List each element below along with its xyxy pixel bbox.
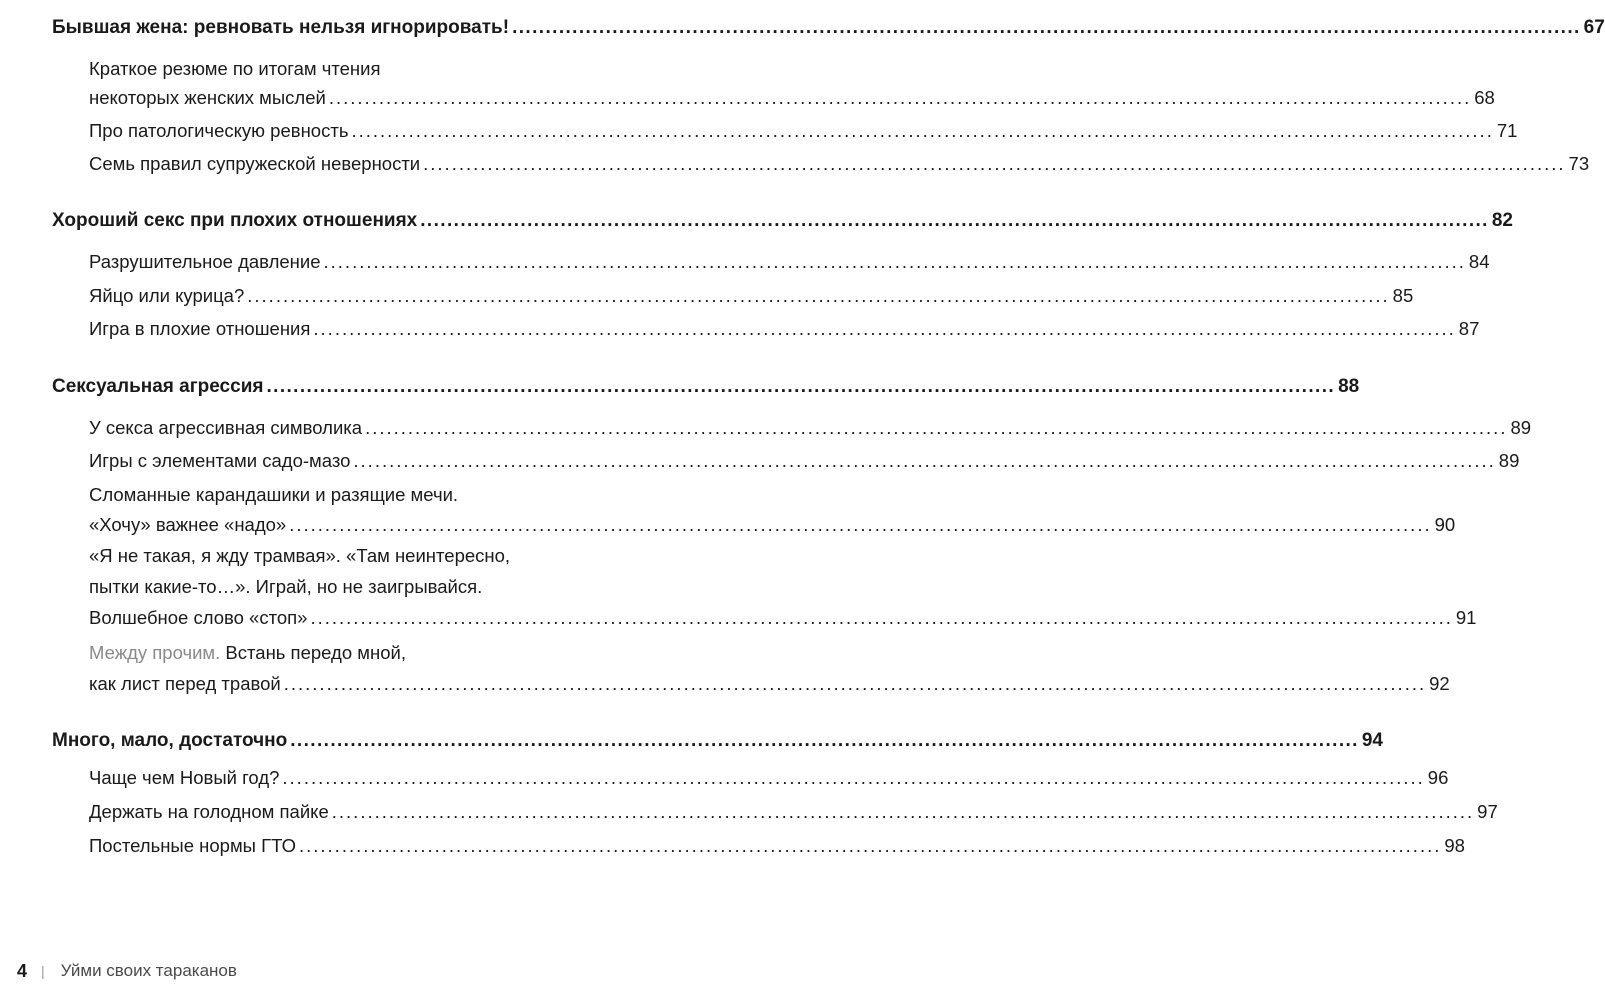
section-title-line: как лист перед травой (89, 673, 281, 694)
toc-chapter (52, 208, 1513, 234)
dot-leader: ................................................................................................................................................................ (266, 376, 1336, 397)
dot-leader: ................................................................................................................................................................ (289, 514, 1432, 535)
section-title: Держать на голодном пайке (89, 801, 329, 822)
section-title: Постельные нормы ГТО (89, 835, 296, 856)
toc-section (89, 249, 1490, 275)
dot-leader: ................................................................................................................................................................ (283, 673, 1427, 694)
dot-leader: ................................................................................................................................................................ (298, 835, 1442, 856)
chapter-title: Бывшая жена: ревновать нельзя игнорировать! (52, 17, 510, 38)
dot-leader: ................................................................................................................................................................ (353, 450, 1496, 471)
chapter-title: Хороший секс при плохих отношениях (52, 210, 418, 231)
section-title-line: пытки какие-то…». Играй, но не заигрывайся. (89, 576, 483, 597)
toc-section (89, 799, 1498, 825)
dot-leader: ................................................................................................................................................................ (351, 120, 1494, 141)
page-number: 68 (1474, 87, 1495, 108)
page-number: 88 (1338, 376, 1360, 397)
page-number: 84 (1468, 251, 1490, 272)
section-title: Чаще чем Новый год? (89, 767, 280, 788)
section-title: Разрушительное давление (89, 251, 321, 272)
section-title-line: Сломанные карандашики и разящие мечи. (89, 484, 459, 505)
footer-separator: | (41, 963, 45, 979)
page-number: 97 (1477, 801, 1498, 822)
dot-leader: ................................................................................................................................................................ (247, 285, 1390, 306)
page-footer (17, 956, 237, 986)
page-number: 92 (1429, 673, 1450, 694)
section-title-text: Встань передо мной, (220, 642, 406, 663)
toc-section (89, 448, 1520, 474)
dot-leader: ................................................................................................................................................................ (331, 801, 1475, 822)
toc-chapter (52, 374, 1360, 400)
section-title: Про патологическую ревность (89, 120, 349, 141)
dot-leader: ................................................................................................................................................................ (512, 17, 1581, 38)
page-number: 82 (1491, 210, 1513, 231)
toc-section (89, 56, 1495, 111)
page-number: 73 (1568, 153, 1590, 174)
page-number: 85 (1392, 285, 1414, 306)
toc-section (89, 833, 1465, 859)
dot-leader: ................................................................................................................................................................ (310, 607, 1453, 628)
page-number: 96 (1427, 767, 1449, 788)
page-number: 91 (1455, 607, 1477, 628)
toc-section (89, 765, 1449, 791)
toc-section (89, 415, 1532, 441)
toc-section (89, 482, 1456, 538)
dot-leader: ................................................................................................................................................................ (423, 153, 1566, 174)
dot-leader: ................................................................................................................................................................ (290, 730, 1359, 751)
dot-leader: ................................................................................................................................................................ (282, 767, 1425, 788)
section-title-line: «Я не такая, я жду трамвая». «Там неинтересно, (89, 545, 511, 566)
toc-chapter (52, 728, 1383, 754)
section-title: Яйцо или курица? (89, 285, 245, 306)
page-number: 98 (1444, 835, 1465, 856)
section-prefix: Между прочим. (89, 642, 221, 663)
dot-leader: ................................................................................................................................................................ (365, 417, 1508, 438)
section-title: У секса агрессивная символика (89, 417, 363, 438)
page-number: 71 (1496, 120, 1518, 141)
toc-section (89, 151, 1590, 177)
dot-leader: ................................................................................................................................................................ (328, 87, 1472, 108)
page-number: 89 (1510, 417, 1532, 438)
chapter-title: Много, мало, достаточно (52, 730, 288, 751)
section-title-line: Краткое резюме по итогам чтения (89, 58, 381, 79)
section-title-line (89, 640, 666, 666)
toc-section (89, 118, 1518, 144)
page-number: 89 (1498, 450, 1520, 471)
toc-section (89, 316, 1480, 342)
toc-section (89, 543, 1477, 631)
section-title-line: Волшебное слово «стоп» (89, 607, 308, 628)
page-number: 90 (1434, 514, 1456, 535)
footer-page-number: 4 (17, 960, 28, 981)
dot-leader: ................................................................................................................................................................ (420, 210, 1489, 231)
page-number: 87 (1458, 318, 1480, 339)
dot-leader: ................................................................................................................................................................ (323, 251, 1466, 272)
toc-section (89, 640, 1450, 697)
toc-section (89, 283, 1414, 309)
page-number: 94 (1361, 730, 1383, 751)
section-title: Семь правил супружеской неверности (89, 153, 421, 174)
dot-leader: ................................................................................................................................................................ (313, 318, 1456, 339)
footer-book-title: Уйми своих тараканов (60, 961, 237, 980)
section-title-line: некоторых женских мыслей (89, 87, 326, 108)
toc-chapter (52, 15, 1605, 41)
section-title-line: «Хочу» важнее «надо» (89, 514, 287, 535)
section-title: Игры с элементами садо-мазо (89, 450, 351, 471)
page-number: 67 (1583, 17, 1605, 38)
chapter-title: Сексуальная агрессия (52, 376, 264, 397)
section-title: Игра в плохие отношения (89, 318, 311, 339)
